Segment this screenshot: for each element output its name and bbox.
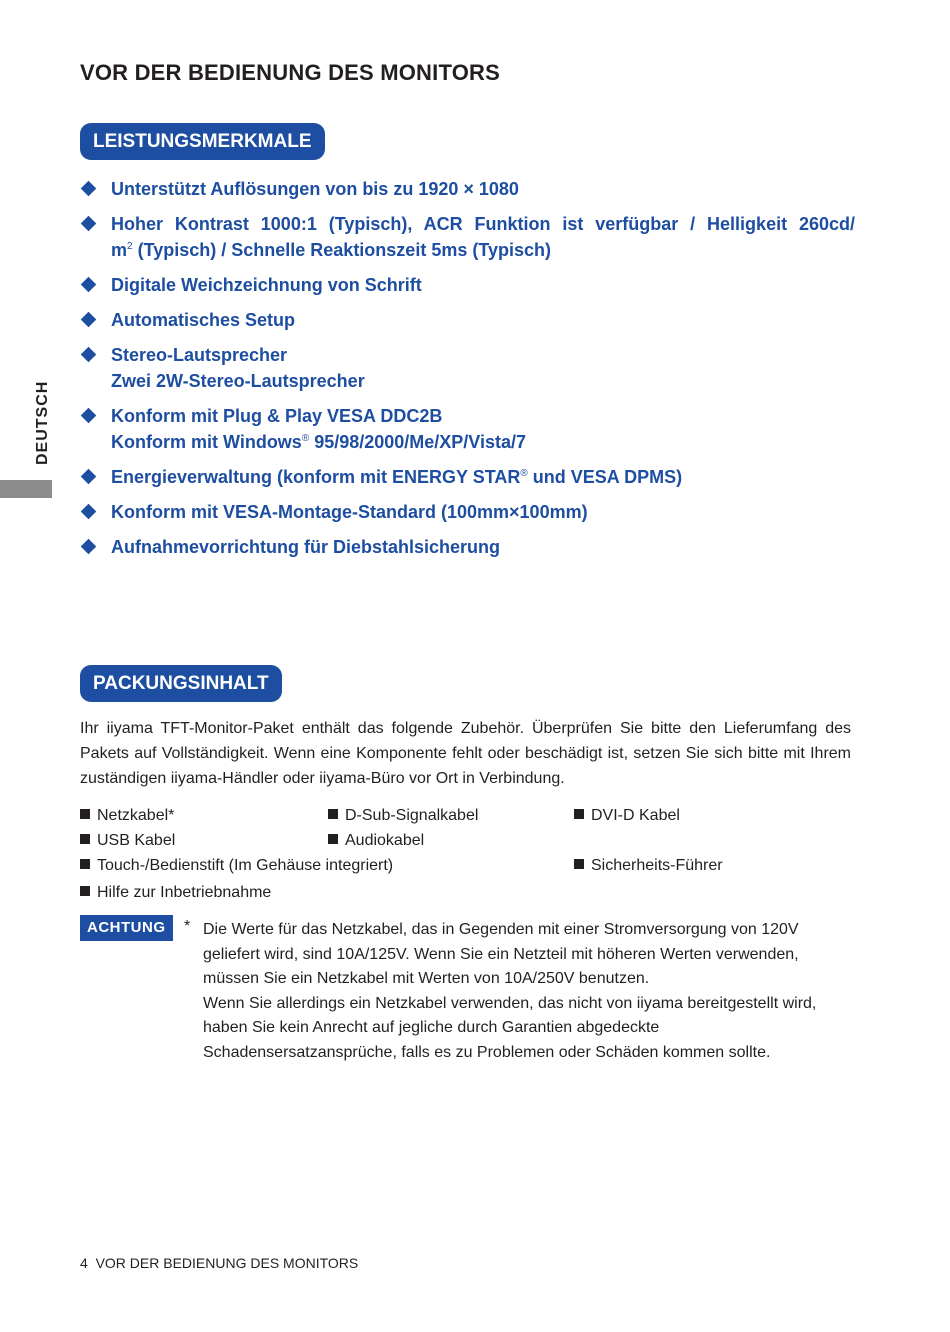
feature-item bbox=[80, 307, 855, 333]
feature-text-line2: Zwei 2W-Stereo-Lautsprecher bbox=[111, 371, 365, 391]
package-item-label: DVI-D Kabel bbox=[591, 807, 680, 824]
package-item bbox=[80, 806, 174, 826]
feature-item bbox=[80, 534, 855, 560]
feature-text-part: m bbox=[111, 240, 128, 260]
feature-item bbox=[80, 272, 855, 298]
feature-item bbox=[80, 499, 855, 525]
page-number: 4 bbox=[80, 1255, 88, 1271]
feature-text: Konform mit VESA-Montage-Standard (100mm×100mm) bbox=[111, 502, 588, 522]
square-bullet-icon bbox=[574, 859, 584, 869]
diamond-bullet-icon bbox=[81, 312, 97, 328]
feature-text-part: Konform mit Windows bbox=[111, 432, 302, 452]
square-bullet-icon bbox=[574, 809, 584, 819]
feature-text-line2 bbox=[111, 237, 855, 263]
package-section-title: PACKUNGSINHALT bbox=[80, 665, 282, 702]
package-item-label: Sicherheits-Führer bbox=[591, 857, 723, 874]
square-bullet-icon bbox=[328, 834, 338, 844]
package-item-label: USB Kabel bbox=[97, 832, 176, 849]
feature-text-part: (Typisch) / Schnelle Reaktionszeit 5ms (Typisch) bbox=[132, 240, 552, 260]
package-intro: Ihr iiyama TFT-Monitor-Paket enthält das folgende Zubehör. Überprüfen Sie bitte den Lieferumfang des Pakets auf Vollständigkeit. Wenn eine Komponente fehlt oder beschädigt ist, setzen Sie sich bitte mit Ihrem zuständigen iiyama-Händler oder iiyama-Büro vor Ort in Verbindung. bbox=[80, 720, 851, 787]
superscript: ® bbox=[520, 468, 528, 479]
diamond-bullet-icon bbox=[81, 469, 97, 485]
superscript: 2 bbox=[127, 241, 133, 252]
diamond-bullet-icon bbox=[81, 181, 97, 197]
square-bullet-icon bbox=[80, 809, 90, 819]
footer-title: VOR DER BEDIENUNG DES MONITORS bbox=[95, 1255, 359, 1271]
diamond-bullet-icon bbox=[81, 539, 97, 555]
caution-badge: ACHTUNG bbox=[80, 915, 173, 941]
caution-paragraph: Die Werte für das Netzkabel, das in Gegenden mit einer Stromversorgung von 120V geliefert wird, sind 10A/125V. Wenn Sie ein Netzteil mit höheren Werten verwenden, müssen Sie ein Netzkabel mit Werten von 10A/250V benutzen. bbox=[203, 921, 799, 987]
square-bullet-icon bbox=[80, 834, 90, 844]
page-footer bbox=[80, 1255, 358, 1271]
feature-item bbox=[80, 342, 855, 394]
page-title: VOR DER BEDIENUNG DES MONITORS bbox=[80, 60, 500, 85]
feature-text: Unterstützt Auflösungen von bis zu 1920 × 1080 bbox=[111, 179, 519, 199]
feature-text: Automatisches Setup bbox=[111, 310, 296, 330]
package-item bbox=[80, 856, 393, 876]
feature-text-part: 95/98/2000/Me/XP/Vista/7 bbox=[309, 432, 527, 452]
feature-text: Hoher Kontrast 1000:1 (Typisch), ACR Funktion ist verfügbar / Helligkeit 260cd/ bbox=[111, 214, 855, 234]
square-bullet-icon bbox=[80, 886, 90, 896]
diamond-bullet-icon bbox=[81, 216, 97, 232]
package-item-label: D-Sub-Signalkabel bbox=[345, 807, 479, 824]
package-item bbox=[574, 806, 680, 826]
square-bullet-icon bbox=[80, 859, 90, 869]
feature-item bbox=[80, 176, 855, 202]
language-label: DEUTSCH bbox=[34, 380, 51, 466]
diamond-bullet-icon bbox=[81, 504, 97, 520]
feature-text: Konform mit Plug & Play VESA DDC2B bbox=[111, 406, 443, 426]
feature-text bbox=[111, 464, 855, 490]
diamond-bullet-icon bbox=[81, 408, 97, 424]
package-item bbox=[574, 856, 723, 876]
language-tab-bar bbox=[0, 480, 52, 498]
feature-item bbox=[80, 403, 855, 455]
feature-text-part: und VESA DPMS) bbox=[527, 467, 683, 487]
caution-paragraph: Wenn Sie allerdings ein Netzkabel verwenden, das nicht von iiyama bereitgestellt wird, haben Sie kein Anrecht auf jegliche durch Garantien abgedeckte Schadensersatzansprüche, falls es zu Problemen oder Schäden kommen sollte. bbox=[203, 994, 817, 1061]
superscript: ® bbox=[301, 433, 310, 444]
package-item-label: Audiokabel bbox=[345, 832, 425, 849]
feature-item bbox=[80, 211, 855, 263]
caution-note bbox=[203, 918, 843, 1065]
package-item bbox=[328, 831, 424, 851]
package-item bbox=[80, 883, 271, 903]
package-item-label: Hilfe zur Inbetriebnahme bbox=[97, 884, 272, 901]
package-item bbox=[328, 806, 478, 826]
features-list bbox=[80, 176, 855, 569]
feature-text: Aufnahmevorrichtung für Diebstahlsicherung bbox=[111, 537, 501, 557]
feature-item bbox=[80, 464, 855, 490]
package-item-label: Netzkabel* bbox=[97, 807, 175, 824]
features-section-title: LEISTUNGSMERKMALE bbox=[80, 123, 325, 160]
package-item bbox=[80, 831, 175, 851]
package-item-label: Touch-/Bedienstift (Im Gehäuse integriert) bbox=[97, 857, 394, 874]
feature-text-line2 bbox=[111, 429, 855, 455]
diamond-bullet-icon bbox=[81, 347, 97, 363]
caution-asterisk: * bbox=[184, 918, 191, 935]
feature-text: Digitale Weichzeichnung von Schrift bbox=[111, 275, 422, 295]
feature-text-part: Energieverwaltung (konform mit ENERGY STAR bbox=[111, 467, 521, 487]
feature-text: Stereo-Lautsprecher bbox=[111, 345, 288, 365]
square-bullet-icon bbox=[328, 809, 338, 819]
diamond-bullet-icon bbox=[81, 277, 97, 293]
